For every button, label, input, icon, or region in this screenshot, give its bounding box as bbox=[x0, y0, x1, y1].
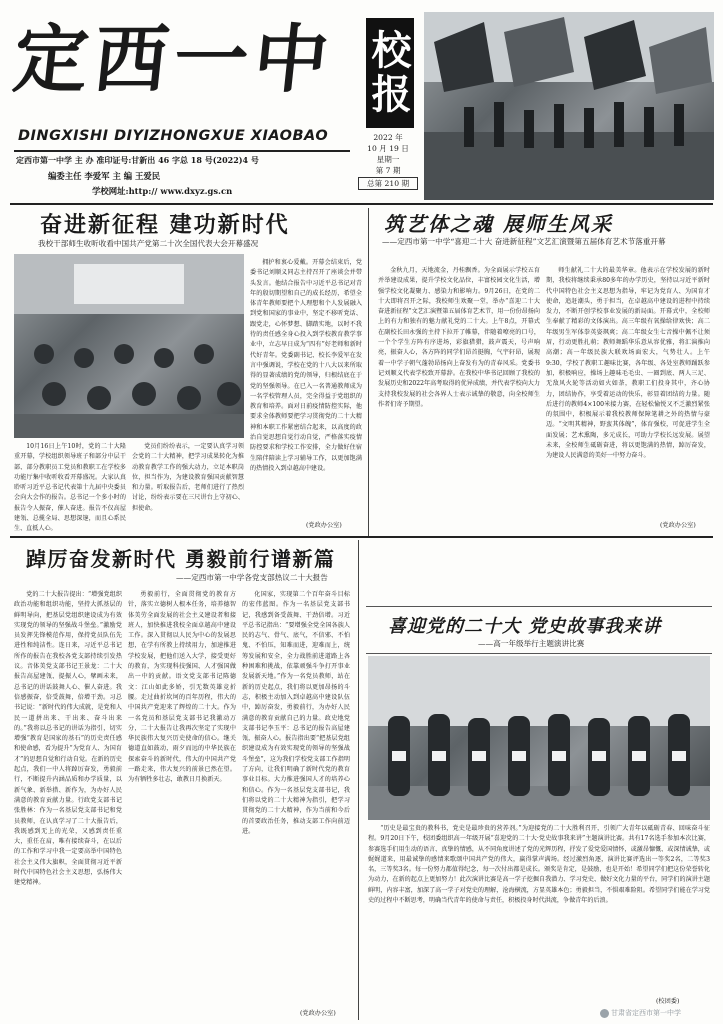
center-divider-bottom bbox=[358, 540, 359, 1020]
date-year: 2022 年 bbox=[373, 133, 403, 142]
speech-contest-photo bbox=[368, 656, 710, 820]
center-divider-top bbox=[368, 208, 369, 536]
article1-title: 奋进新征程 建功新时代 bbox=[40, 213, 290, 238]
article3-subtitle: ——定西市第一中学各党支部热议二十大报告 bbox=[176, 573, 328, 582]
article2-column-2: 师生献礼二十大的最美华章。他表示在学校发展的新时期，我校将继续秉承80多年的办学历史，坚持以习近平新时代中国特色社会主义思想为指导，牢记为党育人、为国育才使命，追赶潮头，勇于担当，在卓越高中建设的进程中持续发力，不断开创学校事业发展的新局面。开幕式中，全校师生奉献了精彩的文体演出。高三年级有氧操给律欢快；高二年级男生军体拳英姿飒爽；高二年级女生七音操中佩不让须眉，行动更胜扎萌；教师舞蹈华乐意从容优雅，将汇演推向高潮；高一年级民族大联欢场面宏大，气势壮人。上午9:30，学校了教职工趣味比赛，各年级、各处室教师踊跃参加，积极响应，操场上趣味毛毛虫、一圈到底、两人三足、无敌风火轮等活动如火如荼，教职工们投身其中，齐心协力，团结协作，享受着运动的快乐，彰显着团结的力量。随后进行的教师4×100米接力赛，在轻松愉悦又不乏激烈紧张的氛围中，积极展示着我校教师保障笔耕之外的热情与豪迈。“文明其精神，野蛮其体魄”，体育强校，可促进学生全面发展；艺术熏陶，多元成长，可助力学校长远发展。展望未来，全校师生砥砺奋进，将以更饱满的热情，踔厉奋发，为建设人民满意的美好一中努力奋斗。 bbox=[546, 267, 710, 460]
article1-column-3: 拥护和衷心爱戴。开幕会结束后，党委书记刘顺义同志主持召开了座谈会并带头发言。他结合报告中习近平总书记对青年的殷切期望和自己的成长经历，希望全体青年教师要把个人理想和个人发展融入到党和国家的事业中，坚定不移听党话、跟党走，心怀梦想、脚踏实地，以时不我待的责任感全身心投入到学校教育教学事业中，立志早日成为“四有”好老师和新时代好青年。党委副书记、校长李爱军在发言中强调说，学校在党的十八大以来所取得的显著成绩的党的领导，归根结底在于党的坚强领导。在已入一名普通教师成为一名学校管理人员，完全得益于党组织的教育和培养。面对日前疫情防控实际，他要求全体教师要把学习贯彻党的二十大精神和本职工作紧密结合起来，以高度的政治自觉思想自觉行动自觉，严格落实疫情防控要求和学校工作安排，全力做好住宿生陪伴陪读上学习辅导工作，以更加饱满的热情投入到卓越高中建设。 bbox=[250, 259, 362, 472]
article3-title: 踔厉奋发新时代 勇毅前行谱新篇 bbox=[26, 547, 336, 571]
publisher-line: 定西市第一中学 主 办 准印证号:甘新出 46 字总 18 号(2022)4 号 bbox=[16, 155, 259, 165]
speech-contest-illustration bbox=[368, 656, 710, 820]
middle-divider bbox=[10, 536, 713, 538]
wechat-icon bbox=[600, 1009, 609, 1018]
article4-body: “历史是最宝贵的教科书，党史是最珍贵的营养剂。”为迎接党的二十大胜利召开，引领广大青年以砥砺青春、回味奋斗征程。9月20日下午，校团委组织高一年级开展“喜迎党的二十大·党史故事我来讲”主题演讲比赛。共有17名选手参加本次比赛，参赛选手们用生动的语言、真挚的情感，从不同角度讲述了党的光辉历程，抒发了爱党爱国情怀，或激昂慷慨、或深情诚挚，或娓娓道来，用最诚挚的感情来歌颂中国共产党的伟大，赢得掌声满场。经过激烈角逐，演讲比赛评选出一等奖2名，二等奖3名，三等奖3名。每一份努力都值得纪念，每一次付出都是成长。颁奖是肯定，是鼓励，也是开始！希望同学们把这份荣誉转化为动力，在新的起点上更加努力！此次演讲比赛是高一学子挖掘自我潜力、学习党史、做好文化力量的平台，同学们的演讲主题鲜明，内容丰富，加深了高一学子对党史的理解，沧海横流，方显英雄本色；勇毅担当，不惧艰难险阻。希望同学们能在学习党史的过程中不断思考，明确当代青年的使命与责任，积极投身时代洪流，争做青年的后浪。 bbox=[368, 825, 710, 905]
date-day: 10 月 19 日 bbox=[367, 144, 409, 153]
article1-column-1: 10月16日上午10时，党的二十大隆重开幕，学校组织领导班子和部分中层干部、部分教职员工党员和教职工在学校多功能厅集中收听收看开幕盛况。大家认真聆听习近平总书记代表第十九届中央委员会向大会作的报告。总书记一个多小时的报告令人振奋，催人奋进。报告不仅高屋建瓴、总揽全局、思想深邃，而且心系民生、直抵人心。 bbox=[14, 443, 126, 532]
issue-number: 第 7 期 bbox=[375, 166, 401, 175]
article1-subtitle: 我校干部师生收听收看中国共产党第二十次全国代表大会开幕盛况 bbox=[38, 239, 259, 248]
article3-column-1: 党的二十大报告提出：“增强党组织政治功能和组织功能，坚持大抓基层的鲜明导向，把基层党组织建设成为有效实现党的领导的坚强战斗堡垒。”激励党员发挥先锋模范作用，保持党员队伍先进性和纯洁性。连日来，习近平总书记所作的报告在我校各党支部持续引发热议。音体美党支部书记王景龙：二十大报告高屋建瓴、提振人心，擘画未来，总书记的讲话鼓舞人心、催人奋进。我倍感振奋，倍受鼓舞，倍增干劲。习总书记说：“新时代的伟大成就，是党和人民一道拼出来、干出来、奋斗出来的。”我将以总书记的讲话为指引，切实增强“教育是国家的基石”的历史责任感和使命感，看为提升“为党育人、为国育才”的思想自觉和行动自觉。在新的历史起点，我们一中人将踔厉奋发，勇毅前行，不断提升内涵品质和办学质量，以新气象、新举措、新作为，为办好人民满意的教育贡献力量。行政党支部书记张胜林：作为一名基层党支部书记和党员教师，在认真学习了二十大报告后，我既感到无上的光荣，又感到责任重大，重任在肩，唯有接续奋斗，在以后的工作和学习中我一定要高举中国特色社会主义伟大旗帜，全面贯彻习近平新时代中国特色社会主义思想，弘扬伟大建党精神。 bbox=[14, 591, 122, 887]
editor-line: 编委主任 李爱军 主 编 王爱民 bbox=[48, 171, 161, 181]
total-issue: 总第 210 期 bbox=[358, 177, 418, 190]
article2-signature: (党政办公室) bbox=[660, 522, 696, 529]
masthead bbox=[0, 0, 723, 210]
article1-column-2: 党员们纷纷表示，一定要认真学习领会党的二十大精神，把学习成果转化为推动教育教学工作的强大动力，立足本职岗位，担当作为，为建设教育强国贡献智慧和力量。听取报告后，老师们进行了热烈讨论，纷纷表示要在三尺讲台上守初心、担使命。 bbox=[132, 443, 244, 512]
article3-column-3: 化国家，实现第二个百年奋斗目标的宏伟蓝图。作为一名基层党支部书记，我感到备受鼓舞、干劲倍增。习近平总书记指出：“要增强全党全国各族人民的志气、骨气、底气，不信邪、不怕鬼、不怕压，知难而进，迎难而上，统筹发展和安全，全力战胜前进道路上各种困难和挑战，依靠顽强斗争打开事业发展新天地。”作为一名党员教师，站在新的历史起点，我们将以更加昂扬的斗志，积极主动加入到卓越高中建设队伍中，踔厉奋发，勇毅前行，为办好人民满意的教育贡献自己的力量。政史地党支部书记李玉平：总书记的报告高屋建瓴，振奋人心。报告指出要“把基层党组织建设成为有效实现党的领导的坚强战斗堡垒”，这为我们学校党支部工作指明了方向，让我们明确了新时代党的教育事业目标。大力推进强国人才的培养心和信心。作为一名基层党支部书记，我们将以党的二十大精神为指引，把学习贯彻党的二十大精神，作为当前和今后的首要政治任务，推动支部工作向前迈进。 bbox=[242, 591, 350, 835]
masthead-rule bbox=[14, 150, 350, 152]
paper-label: 校报 bbox=[366, 18, 414, 128]
article3-column-2: 勇毅前行，全面贯彻党的教育方针，落实立德树人根本任务，培养德智体美劳全面发展的社会主义建设者和接班人，加快推进我校全面卓越高中建设工作。深入贯彻以人民为中心的发展思想，在学有所教上持续用力，加速推进学校发展，把他们送入大学，接受更好的教育，为实现科技强国、人才强国做出一中的贡献。语文党支部书记陈德文：江山如此多娇，引无数英雄竞折腰。走过曲折坎坷的百年历程，伟大的中国共产党迎来了辉煌的二十大。作为一名党员和基层党支部书记我激动万分，二十大报告让我再次坚定了实现中华民族伟大复兴历史使命的信心。继关德道直如鼓动，雨夕而远的中华民族在探索奋斗的新时代，伟大的中国共产党一路走来，伟大复兴的前景已然在望。为有牺牲多壮志，敢教日月换新天。 bbox=[128, 591, 236, 784]
top-divider bbox=[10, 203, 713, 205]
article4-signature: (校团委) bbox=[656, 998, 680, 1005]
article2-column-1: 金秋九月，天地流金，丹桂飘香。为全面展示学校五育并举建设成果，提升学校文化品位，丰富校园文化生活，增强学校文化凝聚力、感染力和影响力。9月26日，在党的二十大即将召开之际，我校师生欢聚一堂，举办“喜迎二十大 奋进新征程”文艺汇演暨第五届体育艺术节，用一份份昂扬向上的有力和独有的魅力献礼党的二十大。上午8点，开幕式在副校长田永强的主持下拉开了帷幕，伴随着嘹亮的口号，一个个学生方阵有序进场，彩旗猎猎，鼓声震天，号声响亮，振奋人心，各方阵的同学们昂首挺胸，气宇轩昂，展现着一中学子朝气蓬勃昂扬向上奋发有为的青春风采。党委书记刘顺义代表学校致开幕辞。在我校中华书记回顾了我校的发展历史和2022年高考取得的优异成绩，并代表学校向大力支持我校发展的社会各界人士表示诚挚的敬意，向全校师生作者们寄予期望。 bbox=[378, 267, 540, 408]
website-line: 学校网址:http:// www.dxyz.gs.cn bbox=[92, 186, 233, 196]
article3-signature: (党政办公室) bbox=[300, 1010, 336, 1017]
article2-title: 筑艺体之魂 展师生风采 bbox=[384, 212, 613, 236]
pinyin-title: DINGXISHI DIYIZHONGXUE XIAOBAO bbox=[18, 128, 329, 144]
parade-illustration bbox=[424, 12, 714, 200]
meeting-illustration bbox=[14, 254, 244, 438]
footer-watermark bbox=[600, 1008, 681, 1018]
article2-subtitle: ——定西市第一中学“喜迎二十大 奋进新征程”文艺汇演暨第五届体育艺术节落重开幕 bbox=[382, 237, 666, 246]
article4-title: 喜迎党的二十大 党史故事我来讲 bbox=[388, 616, 662, 637]
weekday: 星期一 bbox=[376, 155, 400, 164]
date-box bbox=[358, 132, 418, 198]
parade-photo bbox=[424, 12, 714, 200]
watermark-text: 甘肃省定西市第一中学 bbox=[611, 1009, 681, 1017]
article4-subtitle: ——高一年级举行主题演讲比赛 bbox=[478, 639, 585, 648]
meeting-photo bbox=[14, 254, 244, 438]
article1-signature: (党政办公室) bbox=[306, 522, 342, 529]
newspaper-logo: 定西一中 bbox=[9, 17, 339, 103]
